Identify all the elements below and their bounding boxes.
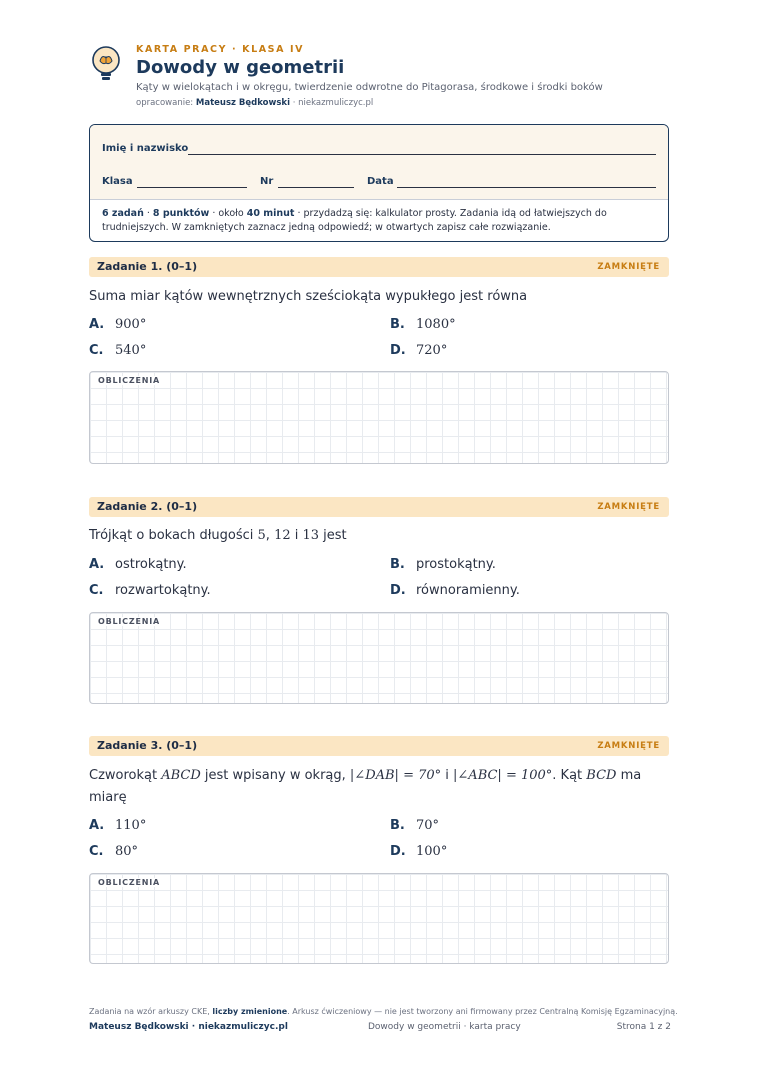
- nr-label: Nr: [260, 176, 274, 187]
- task-type-badge: ZAMKNIĘTE: [597, 741, 660, 751]
- task-2-option-d[interactable]: D. równoramienny.: [390, 583, 520, 598]
- task-title: Zadanie 1. (0–1): [97, 260, 198, 273]
- task-1-question: Suma miar kątów wewnętrznych sześciokąta wypukłego jest równa: [89, 289, 528, 304]
- page-footer: [89, 1007, 678, 1036]
- footer-doc-title: Dowody w geometrii · karta pracy: [368, 1022, 521, 1032]
- lightbulb-brain-icon: [89, 44, 125, 84]
- task-title: Zadanie 3. (0–1): [97, 739, 198, 752]
- task-2-option-a[interactable]: A. ostrokątny.: [89, 557, 187, 572]
- footer-disclaimer: Zadania na wzór arkuszy CKE, liczby zmienione. Arkusz ćwiczeniowy — nie jest tworzony ani firmowany przez Centralną Komisję Egzaminacyjną.: [89, 1007, 678, 1016]
- task-3-header: [89, 736, 669, 756]
- task-3-calc-area[interactable]: [89, 873, 669, 964]
- task-2-question: Trójkąt o bokach długości 5, 12 i 13 jest: [89, 528, 347, 543]
- calc-label: OBLICZENIA: [98, 878, 160, 887]
- task-3-option-a[interactable]: A. 110°: [89, 818, 147, 833]
- student-fields: [90, 125, 668, 200]
- author-byline: opracowanie: Mateusz Będkowski · niekazmuliczyc.pl: [136, 98, 374, 108]
- date-field[interactable]: [397, 187, 656, 188]
- page-title: Dowody w geometrii: [136, 57, 345, 78]
- author-name: Mateusz Będkowski: [195, 98, 291, 108]
- task-2-option-b[interactable]: B. prostokątny.: [390, 557, 496, 572]
- task-1-option-b[interactable]: B. 1080°: [390, 317, 456, 332]
- task-1-option-c[interactable]: C. 540°: [89, 343, 147, 358]
- task-1-option-a[interactable]: A. 900°: [89, 317, 147, 332]
- task-1-calc-area[interactable]: [89, 371, 669, 464]
- worksheet-header: [89, 42, 689, 114]
- task-3-option-c[interactable]: C. 80°: [89, 844, 139, 859]
- class-label: Klasa: [102, 176, 133, 187]
- nr-field[interactable]: [278, 187, 354, 188]
- task-3-question: Czworokąt ABCD jest wpisany w okrąg, |∠DAB| = 70° i |∠ABC| = 100°. Kąt BCD ma miarę: [89, 768, 642, 805]
- calc-label: OBLICZENIA: [98, 376, 160, 385]
- page-number: Strona 1 z 2: [616, 1022, 671, 1032]
- task-2-option-c[interactable]: C. rozwartokątny.: [89, 583, 211, 598]
- task-3-option-d[interactable]: D. 100°: [390, 844, 448, 859]
- task-2-calc-area[interactable]: [89, 612, 669, 704]
- task-3-option-b[interactable]: B. 70°: [390, 818, 440, 833]
- class-field[interactable]: [137, 187, 247, 188]
- worksheet-kicker: KARTA PRACY · KLASA IV: [136, 44, 305, 55]
- page-subtitle: Kąty w wielokątach i w okręgu, twierdzenie odwrotne do Pitagorasa, środkowe i środki boków: [136, 82, 603, 93]
- name-field[interactable]: [188, 154, 656, 155]
- task-1-option-d[interactable]: D. 720°: [390, 343, 448, 358]
- task-title: Zadanie 2. (0–1): [97, 500, 198, 513]
- footer-author: Mateusz Będkowski · niekazmuliczyc.pl: [89, 1022, 288, 1032]
- task-type-badge: ZAMKNIĘTE: [597, 262, 660, 272]
- date-label: Data: [367, 176, 394, 187]
- task-2-header: [89, 497, 669, 517]
- task-1-header: [89, 257, 669, 277]
- student-info-box: [89, 124, 669, 242]
- instructions-text: 6 zadań · 8 punktów · około 40 minut · przydadzą się: kalkulator prosty. Zadania idą od łatwiejszych do trudniejszych. W zamkniętych zaznacz jedną odpowiedź; w otwartych zapisz całe rozwiązanie.: [102, 208, 607, 233]
- task-type-badge: ZAMKNIĘTE: [597, 502, 660, 512]
- calc-label: OBLICZENIA: [98, 617, 160, 626]
- name-label: Imię i nazwisko: [102, 143, 189, 154]
